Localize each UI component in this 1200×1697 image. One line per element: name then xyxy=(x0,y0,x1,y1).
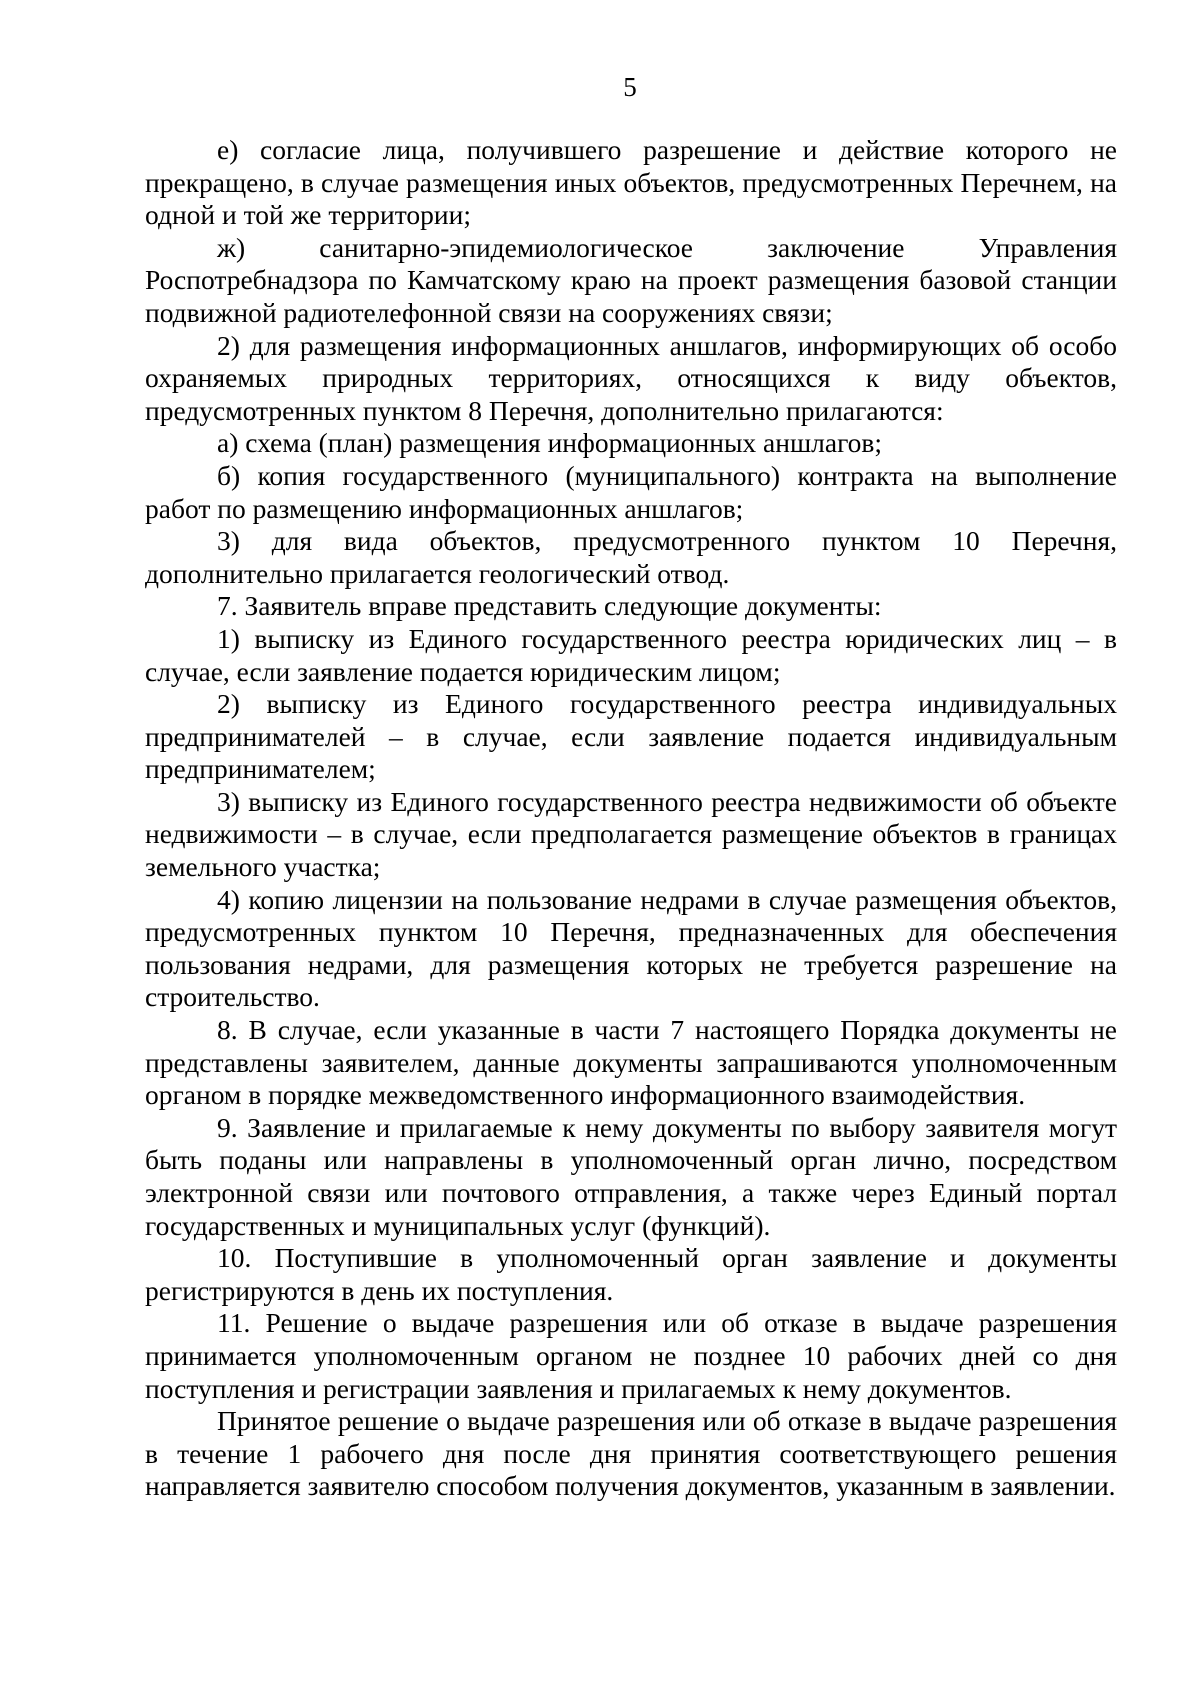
paragraph-sign-placement-scheme: а) схема (план) размещения информационных аншлагов; xyxy=(217,427,883,459)
paragraph-legal-entities-register: 1) выписку из Единого государственного реестра юридических лиц – в случае, если заявление подается юридическим лицом; xyxy=(145,622,1117,687)
paragraph-information-signs: 2) для размещения информационных аншлагов, информирующих об особо охраняемых природных территориях, относящихся к виду объектов, предусмотренных пунктом 8 Перечня, дополнительно прилагаются: xyxy=(145,329,1117,426)
paragraph-7-optional-documents: 7. Заявитель вправе представить следующие документы: xyxy=(217,590,882,622)
paragraph-11-decision-deadline: 11. Решение о выдаче разрешения или об отказе в выдаче разрешения принимается уполномоченным органом не позднее 10 рабочих дней со дня поступления и регистрации заявления и прилагаемых к нему документов. xyxy=(145,1307,1117,1404)
paragraph-real-estate-register: 3) выписку из Единого государственного реестра недвижимости об объекте недвижимости – в случае, если предполагается размещение объектов в границах земельного участка; xyxy=(145,785,1117,883)
paragraph-entrepreneurs-register: 2) выписку из Единого государственного реестра индивидуальных предпринимателей – в случае, если заявление подается индивидуальным предпринимателем; xyxy=(145,688,1117,785)
document-body xyxy=(145,134,1117,1503)
paragraph-9-submission-methods: 9. Заявление и прилагаемые к нему документы по выбору заявителя могут быть поданы или направлены в уполномоченный орган лично, посредством электронной связи или почтового отправления, а также через Единый портал государственных и муниципальных услуг (функций). xyxy=(145,1111,1117,1241)
paragraph-consent-of-permit-holder: е) согласие лица, получившего разрешение и действие которого не прекращено, в случае размещения иных объектов, предусмотренных Перечнем, на одной и той же территории; xyxy=(145,134,1117,231)
paragraph-geological-allotment: 3) для вида объектов, предусмотренного пунктом 10 Перечня, дополнительно прилагается геологический отвод. xyxy=(145,525,1117,589)
paragraph-contract-copy: б) копия государственного (муниципального) контракта на выполнение работ по размещению информационных аншлагов; xyxy=(145,459,1117,524)
page-number: 5 xyxy=(623,72,637,102)
paragraph-8-interagency-request: 8. В случае, если указанные в части 7 настоящего Порядка документы не представлены заявителем, данные документы запрашиваются уполномоченным органом в порядке межведомственного информационного взаимодействия. xyxy=(145,1014,1117,1111)
paragraph-10-registration: 10. Поступившие в уполномоченный орган заявление и документы регистрируются в день их поступления. xyxy=(145,1242,1117,1306)
paragraph-sanitary-conclusion: ж) санитарно-эпидемиологическое заключение Управления Роспотребнадзора по Камчатскому краю на проект размещения базовой станции подвижной радиотелефонной связи на сооружениях связи; xyxy=(145,231,1117,328)
paragraph-subsoil-license: 4) копию лицензии на пользование недрами в случае размещения объектов, предусмотренных пунктом 10 Перечня, предназначенных для обеспечения пользования недрами, для размещения которых не требуется разрешение на строительство. xyxy=(145,883,1117,1013)
paragraph-decision-notification: Принятое решение о выдаче разрешения или об отказе в выдаче разрешения в течение 1 рабочего дня после дня принятия соответствующего решения направляется заявителю способом получения документов, указанным в заявлении. xyxy=(145,1405,1117,1502)
